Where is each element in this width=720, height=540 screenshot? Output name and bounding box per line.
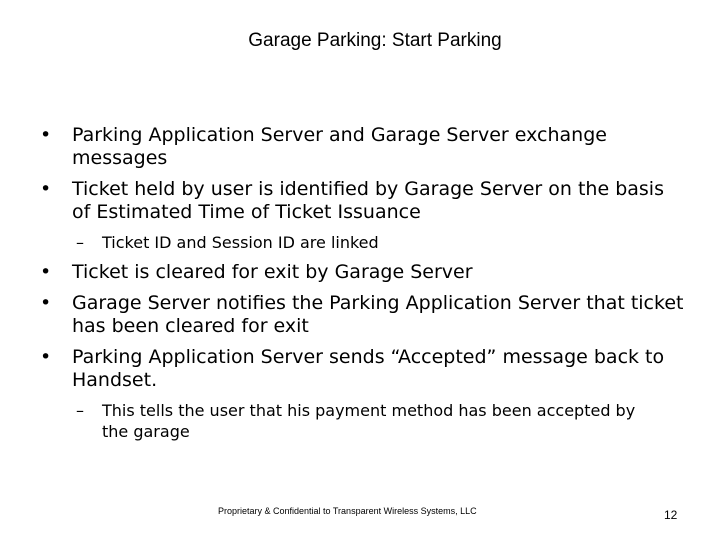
sub-bullet-text: This tells the user that his payment method has been accepted by the garage <box>102 401 636 441</box>
sub-bullet-glyph: – <box>76 401 84 420</box>
bullet-glyph: • <box>40 178 52 200</box>
bullet-item <box>36 124 686 170</box>
bullet-text: Parking Application Server sends “Accepted” message back to Handset. <box>72 346 665 391</box>
sub-bullet-text: Ticket ID and Session ID are linked <box>102 233 379 252</box>
bullet-glyph: • <box>40 124 52 146</box>
bullet-text: Ticket is cleared for exit by Garage Server <box>72 261 473 283</box>
bullet-glyph: • <box>40 346 52 368</box>
bullet-text: Parking Application Server and Garage Server exchange messages <box>72 124 607 169</box>
sub-bullet-glyph: – <box>76 233 84 252</box>
bullet-glyph: • <box>40 292 52 314</box>
bullet-item <box>36 346 686 392</box>
bullet-text: Garage Server notifies the Parking Application Server that ticket has been cleared for exit <box>72 292 684 337</box>
slide-title: Garage Parking: Start Parking <box>248 30 502 51</box>
footer-text: Proprietary & Confidential to Transparent Wireless Systems, LLC <box>218 506 477 516</box>
bullet-list <box>36 124 686 450</box>
bullet-text: Ticket held by user is identified by Garage Server on the basis of Estimated Time of Ticket Issuance <box>72 178 664 223</box>
sub-bullet-item <box>36 400 662 442</box>
page-number: 12 <box>664 508 678 522</box>
bullet-item <box>36 292 686 338</box>
sub-bullet-item <box>36 232 686 253</box>
bullet-item <box>36 178 686 224</box>
bullet-glyph: • <box>40 261 52 283</box>
bullet-item <box>36 261 686 284</box>
